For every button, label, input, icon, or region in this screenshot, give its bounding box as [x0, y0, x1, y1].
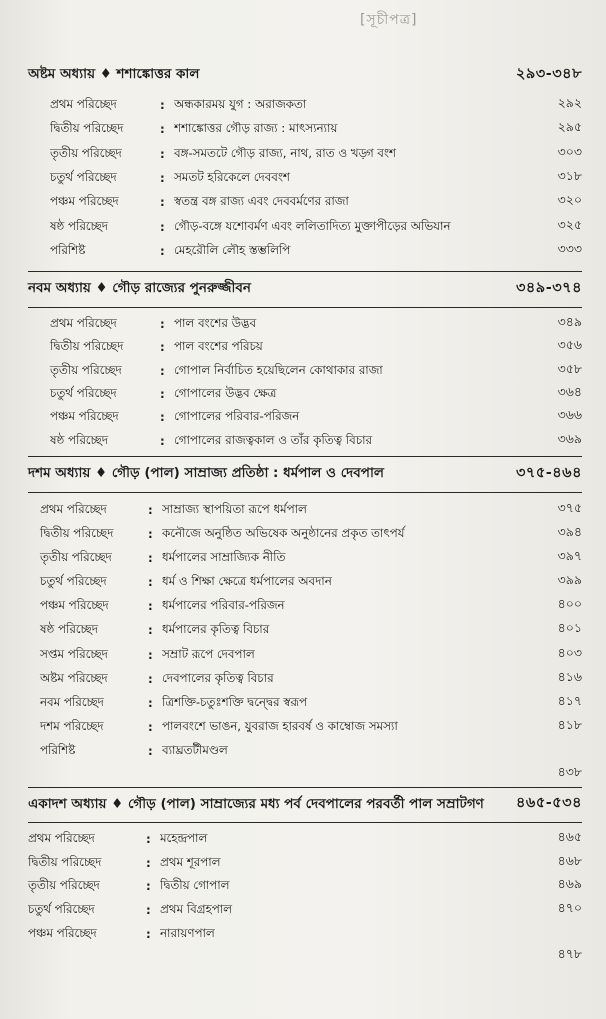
section-page: ৪১৭: [557, 693, 582, 709]
section-page: ৪৬৫: [557, 829, 582, 845]
section-title: মহেন্দ্রপাল: [160, 831, 208, 846]
section-title: দ্বিতীয় গোপাল: [160, 878, 230, 893]
section-label: ষষ্ঠ পরিচ্ছেদ: [40, 622, 98, 637]
section-page: ৩৬৬: [557, 407, 582, 423]
chapter-heading-11: [28, 787, 582, 823]
toc-entry[interactable]: পরিশিষ্ট : মেহরৌলি লৌহ স্তম্ভলিপি ৩৩৩: [28, 239, 582, 263]
section-title: কনৌজে অনুষ্ঠিত অভিষেক অনুষ্ঠানের প্রকৃত তাৎপর্য: [162, 525, 405, 540]
section-title: ধর্মপালের কৃতিত্ব বিচার: [162, 622, 270, 637]
section-title: প্রথম শূরপাল: [160, 854, 221, 869]
section-label: দ্বিতীয় পরিচ্ছেদ: [40, 525, 114, 540]
section-label: ষষ্ঠ পরিচ্ছেদ: [50, 432, 108, 447]
chapter-heading-10: [28, 456, 582, 493]
section-page: ৩৫৮: [557, 360, 582, 376]
section-label: অষ্টম পরিচ্ছেদ: [40, 670, 108, 685]
toc-entry[interactable]: সপ্তম পরিচ্ছেদ : সম্রাট রূপে দেবপাল ৪০৩: [28, 643, 582, 667]
section-label: তৃতীয় পরিচ্ছেদ: [28, 878, 100, 893]
section-title: বঙ্গ-সমতটে গৌড় রাজ্য, নাথ, রাত ও খড়্গ বংশ: [174, 145, 396, 160]
chapter-10-sections: [28, 497, 582, 785]
toc-entry[interactable]: ষষ্ঠ পরিচ্ছেদ : গোপালের রাজত্বকাল ও তাঁর কৃতিত্ব বিচার ৩৬৯: [28, 429, 582, 452]
section-label: ষষ্ঠ পরিচ্ছেদ: [50, 218, 108, 233]
chapter-page-range: ৪৬৫-৫৩৪: [515, 795, 582, 812]
toc-entry[interactable]: পরিশিষ্ট : ব্যাঘ্রতটীমণ্ডল: [28, 739, 582, 763]
toc-entry[interactable]: দ্বিতীয় পরিচ্ছেদ : কনৌজে অনুষ্ঠিত অভিষেক অনুষ্ঠানের প্রকৃত তাৎপর্য ৩৯৪: [28, 522, 582, 546]
section-label: পরিশিষ্ট: [50, 242, 86, 257]
section-page: ৩১৮: [557, 168, 582, 184]
section-title: পাল বংশের উদ্ভব: [174, 315, 257, 330]
section-page: ৩৪৯: [557, 313, 582, 329]
toc-entry[interactable]: দ্বিতীয় পরিচ্ছেদ : প্রথম শূরপাল ৪৬৮: [28, 851, 582, 875]
section-title: প্রথম বিগ্রহপাল: [160, 902, 232, 917]
section-label: পঞ্চম পরিচ্ছেদ: [50, 409, 119, 424]
section-label: চতুর্থ পরিচ্ছেদ: [28, 902, 95, 917]
chapter-9-sections: [28, 312, 582, 452]
section-title: গোপালের রাজত্বকাল ও তাঁর কৃতিত্ব বিচার: [174, 432, 372, 447]
chapter-title: নবম অধ্যায় ♦ গৌড় রাজ্যের পুনরুজ্জীবন: [28, 280, 251, 297]
section-page: ৪০০: [557, 596, 582, 612]
section-page: ৩৯৯: [557, 572, 582, 588]
toc-entry[interactable]: পঞ্চম পরিচ্ছেদ : নারায়ণপাল: [28, 922, 582, 946]
section-label: চতুর্থ পরিচ্ছেদ: [50, 170, 117, 185]
section-label: প্রথম পরিচ্ছেদ: [40, 501, 107, 516]
section-label: দ্বিতীয় পরিচ্ছেদ: [28, 854, 102, 869]
section-page: ৪০১: [557, 620, 582, 636]
toc-entry[interactable]: প্রথম পরিচ্ছেদ : মহেন্দ্রপাল ৪৬৫: [28, 827, 582, 851]
page-header-mark: [সূচীপত্র]: [360, 12, 418, 28]
section-page: ৩৬৪: [557, 383, 582, 399]
section-label: প্রথম পরিচ্ছেদ: [50, 315, 117, 330]
toc-entry[interactable]: দশম পরিচ্ছেদ : পালবংশে ভাঙন, যুবরাজ হারবর্ষ ও কাম্বোজ সমস্যা ৪১৮: [28, 715, 582, 739]
toc-entry[interactable]: প্রথম পরিচ্ছেদ : পাল বংশের উদ্ভব ৩৪৯: [28, 312, 582, 335]
section-title: মেহরৌলি লৌহ স্তম্ভলিপি: [174, 242, 291, 257]
section-page: ৪১৮: [557, 717, 582, 733]
chapter-page-range: ৩৪৯-৩৭৪: [515, 280, 582, 297]
toc-entry[interactable]: পঞ্চম পরিচ্ছেদ : গোপালের পরিবার-পরিজন ৩৬৬: [28, 406, 582, 429]
toc-entry[interactable]: দ্বিতীয় পরিচ্ছেদ : পাল বংশের পরিচয় ৩৫৬: [28, 335, 582, 358]
section-label: প্রথম পরিচ্ছেদ: [50, 97, 117, 112]
section-page: ২৯৫: [557, 119, 582, 135]
toc-entry[interactable]: চতুর্থ পরিচ্ছেদ : ধর্ম ও শিক্ষা ক্ষেত্রে ধর্মপালের অবদান ৩৯৯: [28, 570, 582, 594]
section-page: ৩৩৩: [557, 240, 582, 256]
section-title: স্বতন্ত্র বঙ্গ রাজ্য এবং দেববর্মণের রাজা: [174, 194, 349, 209]
section-page: ৪৬৮: [557, 852, 582, 868]
section-label: দ্বিতীয় পরিচ্ছেদ: [50, 121, 124, 136]
toc-entry[interactable]: তৃতীয় পরিচ্ছেদ : দ্বিতীয় গোপাল ৪৬৯: [28, 875, 582, 899]
toc-entry[interactable]: নবম পরিচ্ছেদ : ত্রিশক্তি-চতুঃশক্তি দ্বন্দ্বের স্বরূপ ৪১৭: [28, 691, 582, 715]
chapter-heading-8: [28, 58, 582, 93]
section-title: গৌড়-বঙ্গে যশোবর্মণ এবং ললিতাদিত্য মুক্তাপীড়ের অভিযান: [174, 218, 451, 233]
section-label: দশম পরিচ্ছেদ: [40, 719, 104, 734]
section-label: পঞ্চম পরিচ্ছেদ: [28, 925, 97, 940]
section-page: ৩৯৭: [557, 547, 582, 563]
section-page: ৪০৩: [557, 644, 582, 660]
section-title: সমতট হরিকেলে দেববংশ: [174, 170, 290, 185]
chapter-page-range: ২৯৩-৩৪৮: [515, 66, 582, 82]
toc-entry[interactable]: পঞ্চম পরিচ্ছেদ : স্বতন্ত্র বঙ্গ রাজ্য এবং দেববর্মণের রাজা ৩২০: [28, 190, 582, 214]
section-label: চতুর্থ পরিচ্ছেদ: [50, 385, 117, 400]
section-title: ব্যাঘ্রতটীমণ্ডল: [162, 743, 228, 758]
section-title: গোপালের উদ্ভব ক্ষেত্র: [174, 385, 277, 400]
section-page: ৪৬৯: [557, 876, 582, 892]
toc-entry[interactable]: ষষ্ঠ পরিচ্ছেদ : ধর্মপালের কৃতিত্ব বিচার ৪০১: [28, 618, 582, 642]
chapter-title: একাদশ অধ্যায় ♦ গৌড় (পাল) সাম্রাজ্যের মধ্য পর্ব দেবপালের পরবর্তী পাল সম্রাটগণ: [28, 796, 484, 813]
section-title: গোপালের পরিবার-পরিজন: [174, 409, 300, 424]
chapter-8-sections: [28, 93, 582, 263]
section-page: ৪১৬: [557, 668, 582, 684]
section-title: পালবংশে ভাঙন, যুবরাজ হারবর্ষ ও কাম্বোজ সমস্যা: [162, 719, 398, 734]
toc-entry[interactable]: চতুর্থ পরিচ্ছেদ : প্রথম বিগ্রহপাল ৪৭০: [28, 898, 582, 922]
section-label: চতুর্থ পরিচ্ছেদ: [40, 574, 107, 589]
section-title: শশাঙ্কোত্তর গৌড় রাজ্য : মাৎস্যন্যায়: [174, 121, 338, 136]
toc-entry[interactable]: চতুর্থ পরিচ্ছেদ : সমতট হরিকেলে দেববংশ ৩১৮: [28, 166, 582, 190]
section-page: ৩৫৬: [557, 337, 582, 353]
section-page: ৪৭০: [557, 900, 582, 916]
section-title: ত্রিশক্তি-চতুঃশক্তি দ্বন্দ্বের স্বরূপ: [162, 695, 308, 710]
section-title: অন্ধকারময় যুগ : অরাজকতা: [174, 97, 307, 112]
section-title: ধর্মপালের সাম্রাজ্যিক নীতি: [162, 549, 286, 564]
section-label: দ্বিতীয় পরিচ্ছেদ: [50, 339, 124, 354]
section-title: ধর্ম ও শিক্ষা ক্ষেত্রে ধর্মপালের অবদান: [162, 574, 332, 589]
section-title: সম্রাট রূপে দেবপাল: [162, 646, 255, 661]
trailing-page-number: ৪৭৮: [557, 946, 582, 962]
toc-entry[interactable]: অষ্টম পরিচ্ছেদ : দেবপালের কৃতিত্ব বিচার ৪১৬: [28, 667, 582, 691]
toc-entry[interactable]: তৃতীয় পরিচ্ছেদ : গোপাল নির্বাচিত হয়েছিলেন কোথাকার রাজা ৩৫৮: [28, 359, 582, 382]
section-page: ৩২৫: [557, 216, 582, 232]
section-page: ৩৭৫: [557, 499, 582, 515]
chapter-title: দশম অধ্যায় ♦ গৌড় (পাল) সাম্রাজ্য প্রতিষ্ঠা : ধর্মপাল ও দেবপাল: [28, 465, 384, 482]
chapter-title: অষ্টম অধ্যায় ♦ শশাঙ্কোত্তর কাল: [28, 66, 200, 82]
section-label: তৃতীয় পরিচ্ছেদ: [50, 145, 122, 160]
section-label: প্রথম পরিচ্ছেদ: [28, 831, 95, 846]
section-label: নবম পরিচ্ছেদ: [40, 695, 104, 710]
section-label: তৃতীয় পরিচ্ছেদ: [50, 362, 122, 377]
section-title: সাম্রাজ্য স্থাপয়িতা রূপে ধর্মপাল: [162, 501, 307, 516]
toc-entry[interactable]: তৃতীয় পরিচ্ছেদ : বঙ্গ-সমতটে গৌড় রাজ্য, নাথ, রাত ও খড়্গ বংশ ৩০৩: [28, 142, 582, 166]
section-label: পরিশিষ্ট: [40, 743, 76, 758]
section-label: পঞ্চম পরিচ্ছেদ: [40, 598, 109, 613]
chapter-11-sections: [28, 827, 582, 967]
toc-entry[interactable]: দ্বিতীয় পরিচ্ছেদ : শশাঙ্কোত্তর গৌড় রাজ্য : মাৎস্যন্যায় ২৯৫: [28, 117, 582, 141]
section-page: ৩২০: [557, 192, 582, 208]
section-title: দেবপালের কৃতিত্ব বিচার: [162, 670, 274, 685]
section-page: ৩৬৯: [557, 430, 582, 446]
section-page: ৩০৩: [557, 143, 582, 159]
section-title: ধর্মপালের পরিবার-পরিজন: [162, 598, 285, 613]
section-page: ২৯২: [557, 95, 582, 111]
trailing-page-number: ৪৩৮: [557, 764, 582, 780]
section-label: পঞ্চম পরিচ্ছেদ: [50, 194, 119, 209]
chapter-page-range: ৩৭৫-৪৬৪: [515, 465, 582, 482]
toc-entry[interactable]: তৃতীয় পরিচ্ছেদ : ধর্মপালের সাম্রাজ্যিক নীতি ৩৯৭: [28, 546, 582, 570]
section-page: ৩৯৪: [557, 523, 582, 539]
section-title: পাল বংশের পরিচয়: [174, 339, 263, 354]
toc-entry[interactable]: ষষ্ঠ পরিচ্ছেদ : গৌড়-বঙ্গে যশোবর্মণ এবং ললিতাদিত্য মুক্তাপীড়ের অভিযান ৩২৫: [28, 214, 582, 238]
section-label: সপ্তম পরিচ্ছেদ: [40, 646, 108, 661]
section-title: গোপাল নির্বাচিত হয়েছিলেন কোথাকার রাজা: [174, 362, 383, 377]
toc-entry[interactable]: পঞ্চম পরিচ্ছেদ : ধর্মপালের পরিবার-পরিজন ৪০০: [28, 594, 582, 618]
toc-entry[interactable]: চতুর্থ পরিচ্ছেদ : গোপালের উদ্ভব ক্ষেত্র ৩৬৪: [28, 382, 582, 405]
section-label: তৃতীয় পরিচ্ছেদ: [40, 549, 112, 564]
toc-entry[interactable]: প্রথম পরিচ্ছেদ : সাম্রাজ্য স্থাপয়িতা রূপে ধর্মপাল ৩৭৫: [28, 497, 582, 521]
section-title: নারায়ণপাল: [160, 925, 215, 940]
toc-entry[interactable]: প্রথম পরিচ্ছেদ : অন্ধকারময় যুগ : অরাজকতা ২৯২: [28, 93, 582, 117]
chapter-heading-9: [28, 271, 582, 308]
